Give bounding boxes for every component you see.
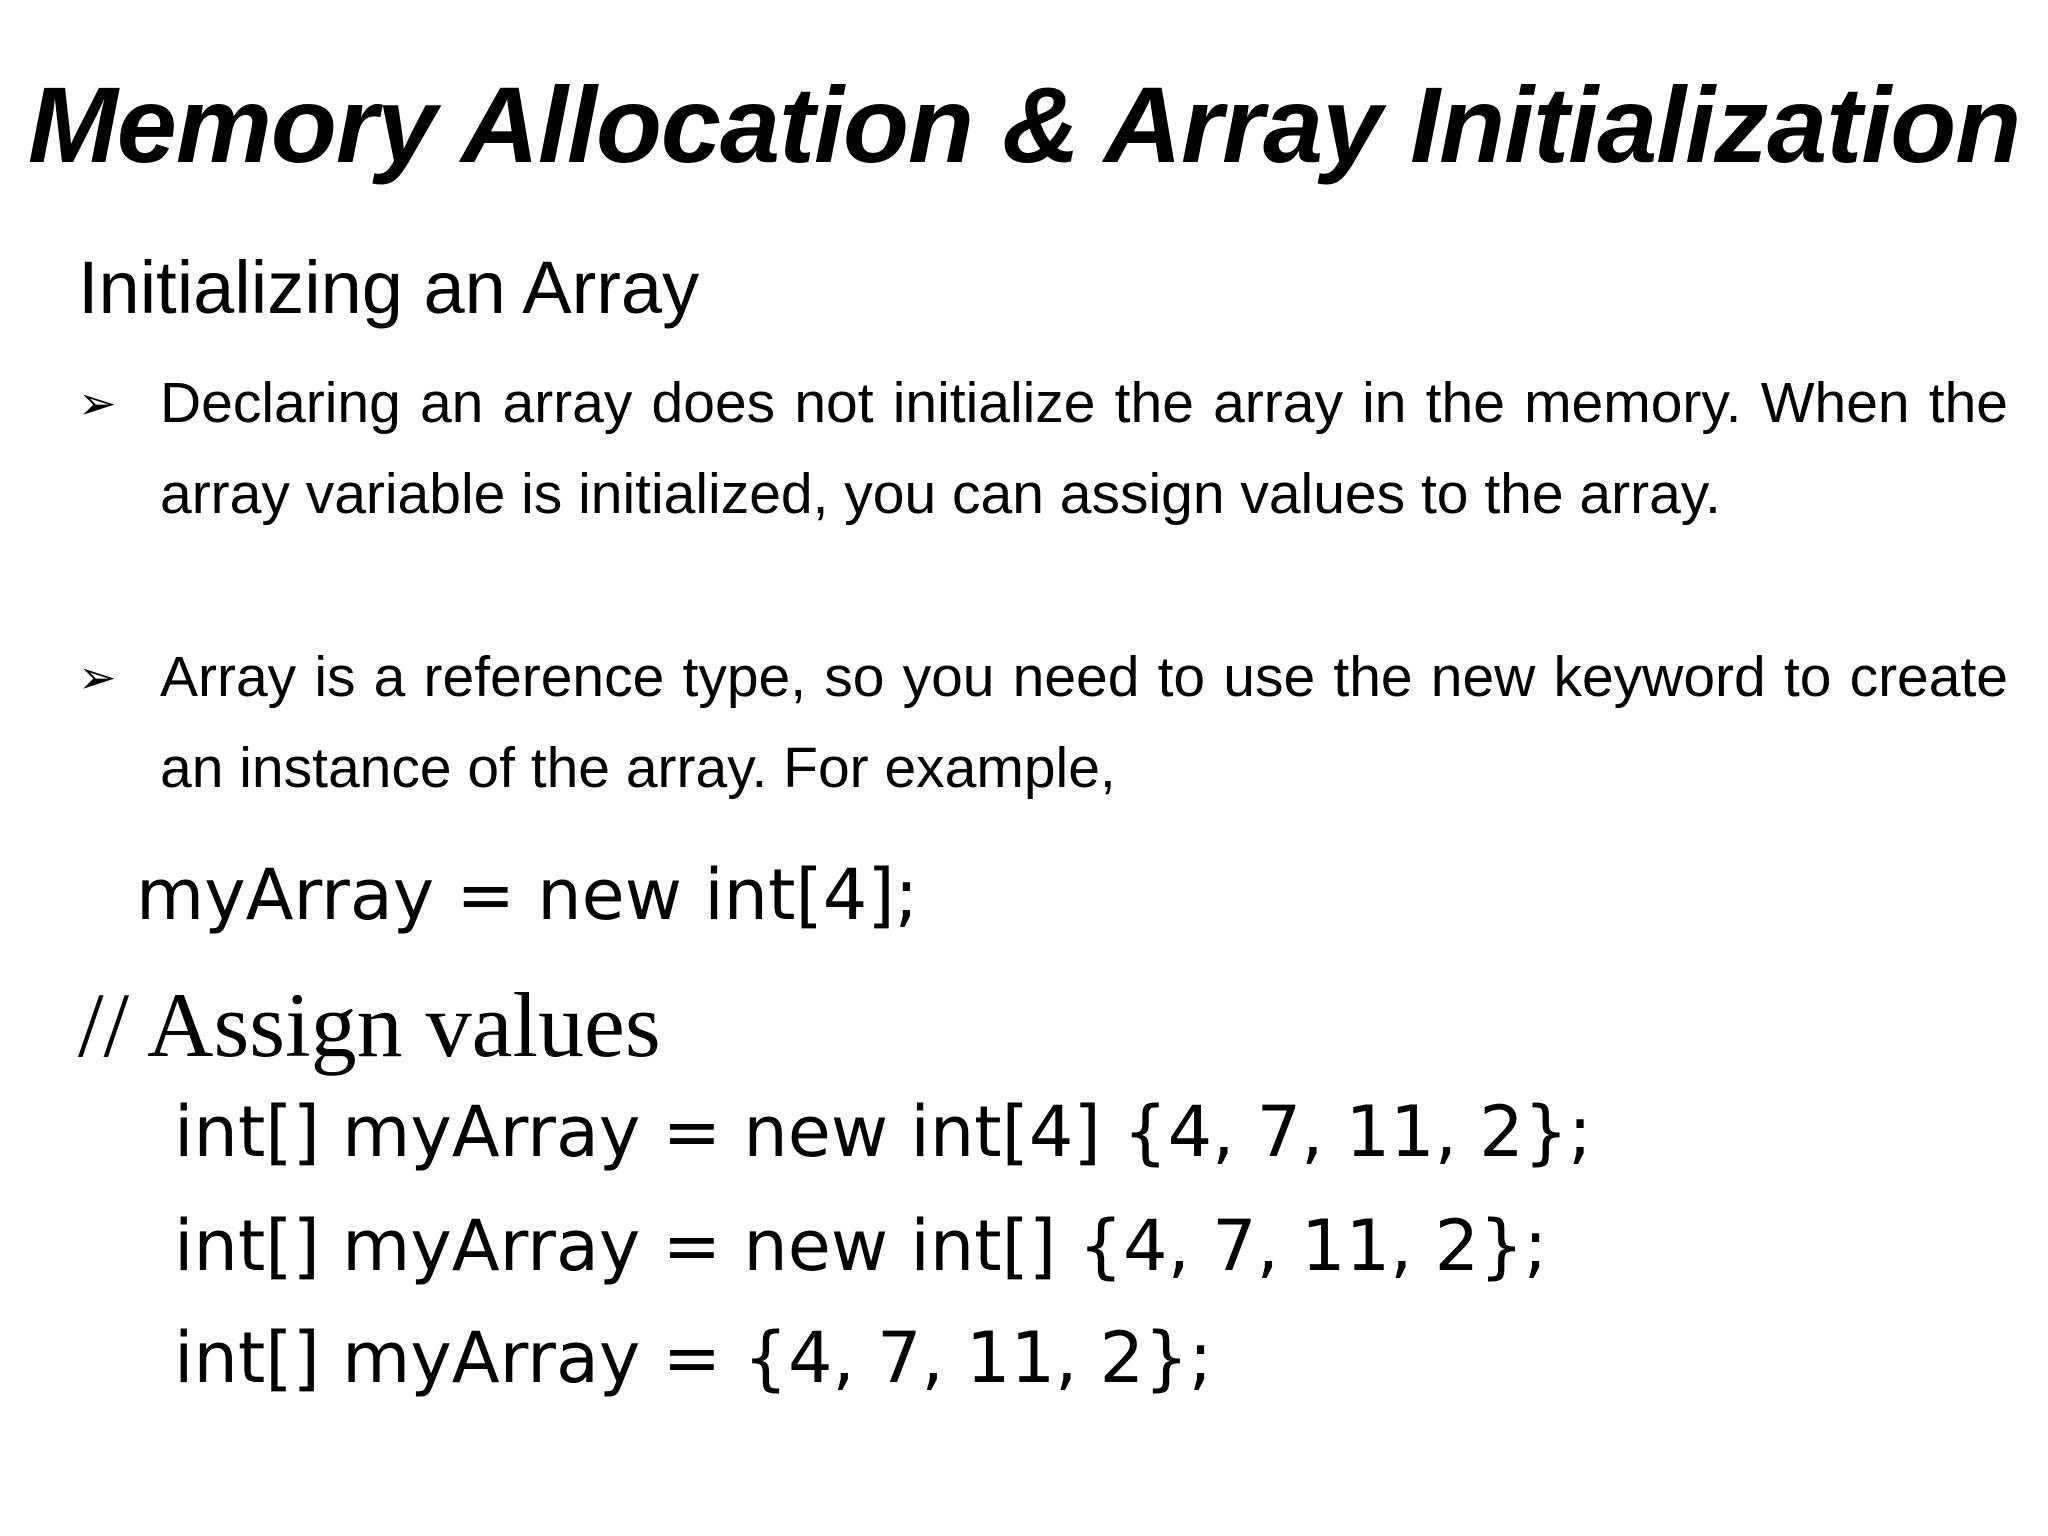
arrow-bullet-icon: ➢ [78, 650, 117, 704]
bullet-text: Array is a reference type, so you need to use the new keyword to create an instance of the array. For example, [160, 645, 2008, 800]
init-code-line: int[] myArray = new int[4] {4, 7, 11, 2}; [174, 1091, 1592, 1173]
bullet-item [78, 358, 2008, 540]
section-heading: Initializing an Array [78, 246, 700, 329]
init-code-line: int[] myArray = {4, 7, 11, 2}; [174, 1317, 1213, 1399]
init-code-line: int[] myArray = new int[] {4, 7, 11, 2}; [174, 1205, 1548, 1287]
code-comment: // Assign values [78, 974, 661, 1076]
bullet-text: Declaring an array does not initialize the array in the memory. When the array variable is initialized, you can assign values to the array. [160, 371, 2008, 526]
arrow-bullet-icon: ➢ [78, 376, 117, 430]
bullet-item [78, 632, 2008, 814]
slide-title: Memory Allocation & Array Initialization [27, 64, 2021, 185]
allocation-code-line: myArray = new int[4]; [136, 854, 919, 936]
